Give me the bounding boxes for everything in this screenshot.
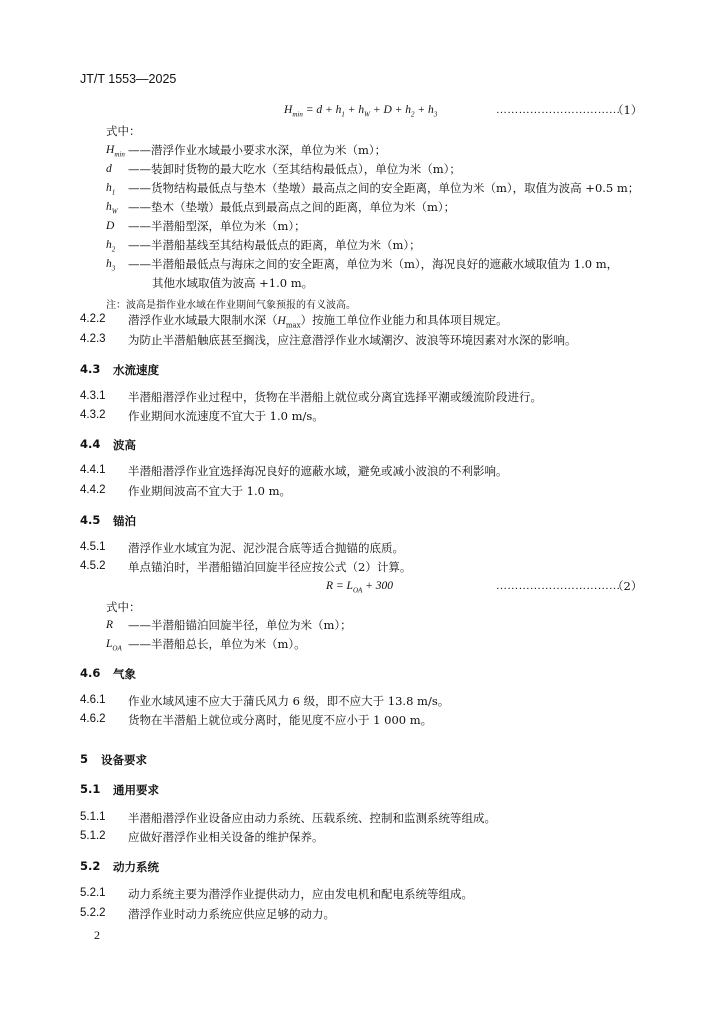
page-number: 2 (94, 928, 100, 942)
section-number: 4.5 (80, 513, 101, 527)
def-symbol-LOA: $L_{OA}$ (106, 638, 122, 653)
equation-2: $R = L_{OA} + 300$ (326, 580, 394, 595)
chapter-title: 设备要求 (101, 753, 147, 767)
def-text-h3: ——半潜船最低点与海床之间的安全距离，单位为米（m），海况良好的遮蔽水域取值为 1.0 m， (128, 257, 619, 271)
clause-text: 作业期间水流速度不宜大于 1.0 m/s。 (128, 409, 324, 423)
clause-text: 货物在半潜船上就位或分离时，能见度不应小于 1 000 m。 (128, 713, 433, 727)
clause-text: 为防止半潜船触底甚至搁浅，应注意潜浮作业水域潮汐、波浪等环境因素对水深的影响。 (128, 333, 577, 347)
def-text-h2: ——半潜船基线至其结构最低点的距离，单位为米（m）； (128, 238, 421, 252)
def-text-D: ——半潜船型深，单位为米（m）； (128, 219, 306, 233)
clause-number: 5.1.2 (80, 830, 106, 842)
clause-text: 半潜船潜浮作业设备应由动力系统、压载系统、控制和监测系统等组成。 (128, 811, 496, 825)
def-symbol-hmin: $H_{min}$ (106, 144, 125, 159)
equation-1-number: （1） (612, 103, 643, 117)
section-title: 水流速度 (113, 363, 159, 377)
section-title: 动力系统 (113, 860, 159, 874)
section-title: 锚泊 (113, 514, 136, 528)
clause-number: 4.2.2 (80, 313, 106, 325)
section-number: 4.3 (80, 362, 101, 376)
def-text-h1: ——货物结构最低点与垫木（垫墩）最高点之间的安全距离，单位为米（m），取值为波高 +0.5 m； (128, 181, 640, 195)
section-number: 4.6 (80, 666, 101, 680)
clause-number: 4.4.2 (80, 484, 106, 496)
clause-number: 5.2.1 (80, 887, 106, 899)
section-title: 通用要求 (113, 783, 159, 797)
def-symbol-R: R (106, 619, 114, 631)
def-text-d: ——装卸时货物的最大吃水（至其结构最低点），单位为米（m）； (128, 162, 461, 176)
where-label: 式中： (106, 600, 141, 614)
clause-number: 4.4.1 (80, 464, 106, 476)
clause-text: 潜浮作业水域最大限制水深$(H_{max})$按施工单位作业能力和具体项目规定。 (128, 313, 508, 330)
clause-number: 4.3.1 (80, 390, 106, 402)
clause-text: 作业水域风速不应大于蒲氏风力 6 级，即不应大于 13.8 m/s。 (128, 694, 450, 708)
section-number: 5.1 (80, 782, 101, 796)
def-symbol-h3: $h_3$ (106, 258, 116, 273)
clause-text: 半潜船潜浮作业过程中，货物在半潜船上就位或分离宜选择平潮或缓流阶段进行。 (128, 390, 542, 404)
def-text-LOA: ——半潜船总长，单位为米（m）。 (128, 637, 306, 651)
standard-number: JT/T 1553—2025 (80, 72, 177, 86)
def-symbol-d: d (106, 163, 112, 175)
def-symbol-h1: $h_1$ (106, 182, 116, 197)
def-text-hmin: ——潜浮作业水域最小要求水深，单位为米（m）； (128, 143, 387, 157)
clause-text: 单点锚泊时，半潜船锚泊回旋半径应按公式（2）计算。 (128, 560, 412, 574)
def-symbol-hw: $h_W$ (106, 201, 118, 216)
def-symbol-h2: $h_2$ (106, 239, 116, 254)
clause-number: 4.5.2 (80, 560, 106, 572)
section-title: 波高 (113, 438, 136, 452)
def-text-h3-cont: 其他水域取值为波高 +1.0 m。 (152, 276, 314, 290)
where-label: 式中： (106, 124, 141, 138)
equation-2-leader: …………………………… (496, 580, 621, 592)
chapter-number: 5 (80, 752, 89, 766)
clause-text: 半潜船潜浮作业宜选择海况良好的遮蔽水域，避免或减小波浪的不利影响。 (128, 464, 508, 478)
clause-number: 4.6.1 (80, 694, 106, 706)
clause-number: 4.5.1 (80, 541, 106, 553)
clause-number: 5.1.1 (80, 811, 106, 823)
clause-text: 潜浮作业时动力系统应供应足够的动力。 (128, 907, 335, 921)
clause-number: 4.6.2 (80, 713, 106, 725)
clause-text: 动力系统主要为潜浮作业提供动力，应由发电机和配电系统等组成。 (128, 887, 473, 901)
equation-1-leader: …………………………… (496, 104, 621, 116)
section-number: 5.2 (80, 859, 101, 873)
section-number: 4.4 (80, 437, 101, 451)
equation-1: $H_{min} = d + h_1 + h_W + D + h_2 + h_3$ (284, 104, 438, 119)
section-title: 气象 (113, 667, 136, 681)
clause-text: 应做好潜浮作业相关设备的维护保养。 (128, 830, 324, 844)
note: 注：波高是指作业水域在作业期间气象预报的有义波高。 (106, 300, 356, 311)
clause-text: 潜浮作业水域宜为泥、泥沙混合底等适合抛锚的底质。 (128, 541, 404, 555)
clause-number: 4.2.3 (80, 333, 106, 345)
def-text-R: ——半潜船锚泊回旋半径，单位为米（m）； (128, 618, 352, 632)
clause-number: 4.3.2 (80, 409, 106, 421)
def-text-hw: ——垫木（垫墩）最低点到最高点之间的距离，单位为米（m）； (128, 200, 456, 214)
clause-number: 5.2.2 (80, 907, 106, 919)
def-symbol-D: D (106, 220, 115, 232)
equation-2-number: （2） (612, 579, 643, 593)
clause-text: 作业期间波高不宜大于 1.0 m。 (128, 484, 292, 498)
